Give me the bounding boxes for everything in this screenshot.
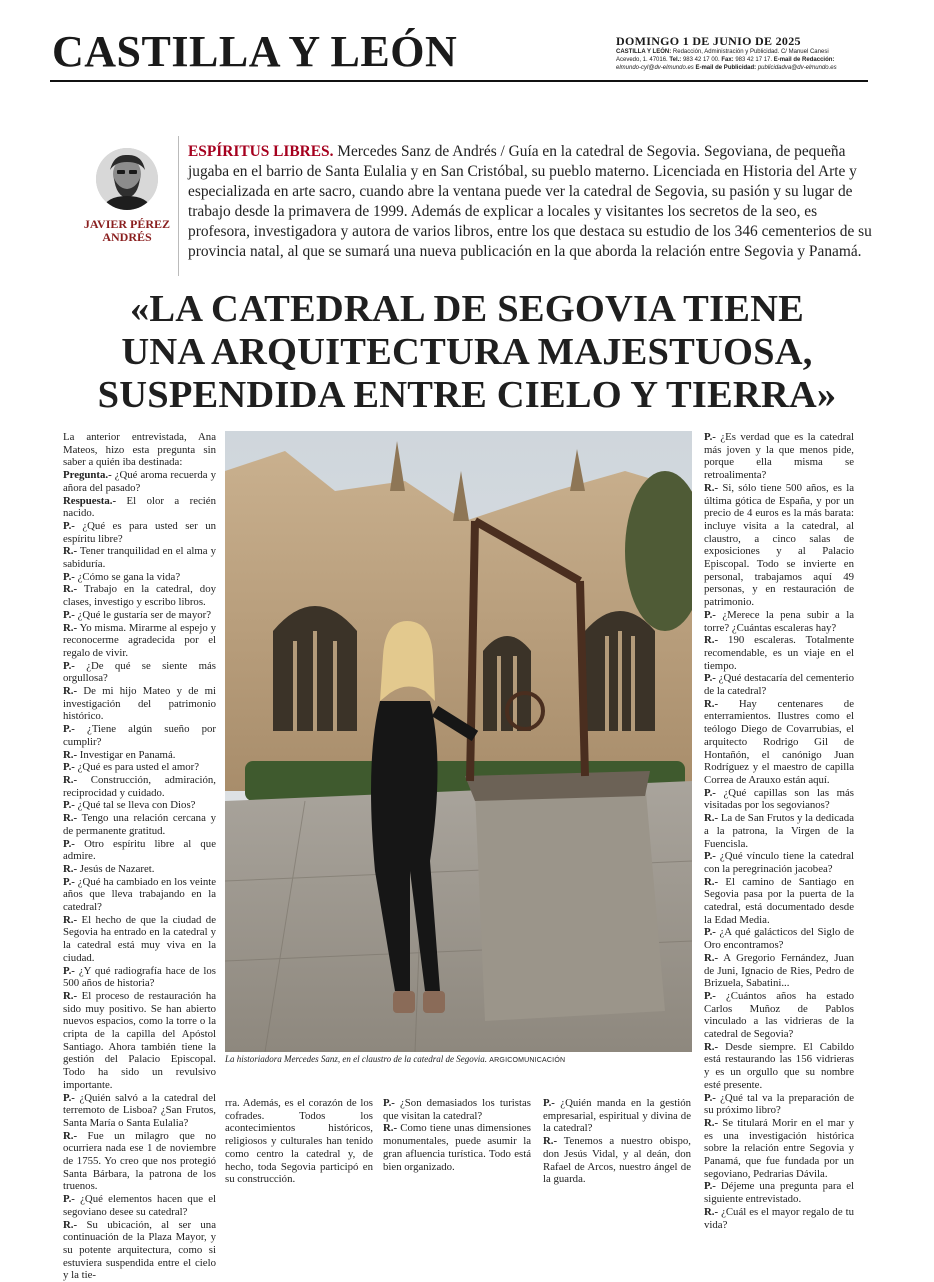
interview-text: ¿Merece la pena subir a la torre? ¿Cuántas escaleras hay? [704,608,854,634]
interview-paragraph [704,952,854,990]
interview-marker: P.- [63,1091,75,1104]
interview-text: ¿Cómo se gana la vida? [77,570,181,583]
interview-text: Jesús de Nazaret. [79,862,155,875]
interview-paragraph [704,1041,854,1092]
interview-text: El camino de Santiago en Segovia pasa por la puerta de la catedral, está documentado desde la Edad Media. [704,875,854,926]
interview-marker: R.- [63,812,78,825]
interview-text: ¿Cuántos años ha estado Carlos Muñoz de Pablos vinculado a las vidrieras de la catedral de Segovia? [704,989,854,1041]
interview-text: A Gregorio Fernández, Juan de Juni, Ignacio de Ries, Pedro de Brizuela, Sabatini... [704,951,854,990]
interview-column-bottom-1 [225,1097,373,1186]
interview-paragraph [63,749,216,762]
interview-paragraph [63,469,216,494]
interview-paragraph [63,876,216,914]
interview-text: El hecho de que la ciudad de Segovia ha entrado en la catedral y la catedral está muy viva en la ciudad. [63,913,216,964]
masthead-info [616,34,868,72]
interview-paragraph [704,609,854,634]
interview-marker: P.- [704,786,716,799]
interview-text: El proceso de restauración ha sido muy positivo. Se han abierto nuevos espacios, como la torre o la cripta de la capilla del Apóstol Santiago. Ahora también tiene la gestión del Palacio Episcopal. Todo ha sido un revulsivo importante. [63,989,217,1091]
interview-marker: P.- [63,964,75,977]
interview-paragraph [704,634,854,672]
interview-paragraph [63,799,216,812]
interview-marker: P.- [63,608,75,621]
interview-marker: R.- [704,951,719,964]
fax-value: 983 42 17 17. [735,57,773,63]
tel-label: Tel.: [669,57,682,63]
interview-marker: P.- [63,875,75,888]
interview-paragraph [704,482,854,609]
interview-text: ¿Qué capillas son las más visitadas por los segovianos? [704,786,854,812]
interview-column-bottom-2 [383,1097,531,1173]
interview-text: ¿Cuál es el mayor regalo de tu vida? [704,1205,854,1231]
interview-text: Tener tranquilidad en el alma y sabiduría. [63,545,216,571]
contact-line-2 [616,56,868,64]
contact-postal: Acevedo, 1. 47016. [616,57,668,63]
headline-line-1: «LA CATEDRAL DE SEGOVIA TIENE [129,288,805,330]
interview-marker: P.- [63,1193,75,1206]
interview-marker: P.- [383,1097,395,1109]
interview-text: ¿Qué es para usted ser un espíritu libre? [63,519,217,545]
interview-paragraph [225,1097,373,1186]
interview-text: 190 escaleras. Totalmente recomendable, es un viaje en el tiempo. [704,634,854,672]
interview-text: La anterior entrevistada, Ana Mateos, hizo esta pregunta sin saber a quién iba destinada: [63,431,216,469]
interview-text: ¿Qué vínculo tiene la catedral con la peregrinación jacobea? [704,850,854,875]
interview-marker: R.- [63,748,78,761]
interview-text: Yo misma. Mirarme al espejo y reconocerme agradecida por el regalo de vivir. [63,621,216,659]
interview-column-bottom-3 [543,1097,691,1186]
interview-text: ¿Quién manda en la gestión empresarial, espiritual y divina de la catedral? [543,1097,691,1135]
interview-paragraph [704,850,854,875]
interview-text: ¿Tiene algún sueño por cumplir? [63,723,216,748]
interview-paragraph [63,774,216,799]
contact-label: CASTILLA Y LEÓN: [616,49,672,55]
headline [60,288,874,417]
photo-credit: ARGICOMUNICACIÓN [489,1057,566,1064]
interview-marker: R.- [704,481,719,494]
intro-divider [178,136,179,276]
interview-text: Si, sólo tiene 500 años, es la última gótica de España, y por un precio de 4 euros es la más barata: incluye visita a la catedral, al claustro, a cinco salas de exposiciones y al Palacio Episcopal. Todo se invierte en personal, trabajamos aquí 49 personas, y en restauración de patrimonio. [704,481,854,609]
cathedral-cloister-photo [225,431,692,1052]
interview-marker: P.- [704,1180,716,1193]
section-kicker: ESPÍRITUS LIBRES. [188,143,334,160]
interview-marker: P.- [63,570,75,583]
interview-marker: R.- [383,1122,398,1135]
interview-paragraph [63,571,216,584]
interview-text: ¿Qué ha cambiado en los veinte años que lleva trabajando en la catedral? [63,875,217,914]
interview-marker: R.- [63,862,78,875]
interview-paragraph [63,431,216,469]
interview-marker: R.- [63,1218,78,1231]
interview-paragraph [63,520,216,545]
interview-paragraph [704,990,854,1041]
interview-marker: R.- [543,1135,558,1148]
interview-paragraph [63,545,216,570]
interview-paragraph [63,609,216,622]
interview-marker: P.- [63,761,75,774]
interview-text: rra. Además, es el corazón de los cofrades. Todos los acontecimientos históricos, religiosos y culturales han tenido como centro la catedral y, de hecho, toda Segovia participó en su construcción. [225,1097,373,1186]
interview-text: ¿Qué le gustaría ser de mayor? [77,608,212,621]
email-pub-value: publicidadva@dv-elmundo.es [757,65,837,71]
interview-text: Fue un milagro que no ocurriera nada ese 1 de noviembre de 1755. Yo creo que nos protegió Santa Bárbara, la patrona de los truenos. [63,1129,216,1193]
interview-marker: R.- [704,1040,719,1053]
interview-text: De mi hijo Mateo y de mi investigación del patrimonio histórico. [63,685,216,723]
interview-text: Su ubicación, al ser una continuación de la Plaza Mayor, y su potente arquitectura, como si estuviera suspendida entre el cielo y la tie- [63,1218,216,1282]
interview-paragraph [704,698,854,787]
interview-paragraph [704,926,854,951]
interview-column-left [63,431,216,1282]
interview-text: ¿Es verdad que es la catedral más joven y la que menos pide, porque ella misma se retroalimenta? [704,431,854,482]
interview-text: ¿Qué destacaría del cementerio de la catedral? [704,672,854,698]
interview-marker: P.- [704,672,716,685]
interview-marker: R.- [704,1116,719,1129]
interview-paragraph [704,787,854,812]
interview-text: Otro espíritu libre al que admire. [63,837,217,863]
contact-line-3 [616,64,868,72]
interview-marker: R.- [704,812,719,825]
interview-marker: P.- [63,519,75,532]
interview-marker: P.- [704,989,716,1002]
interview-marker: R.- [63,773,78,786]
interview-text: Trabajo en la catedral, doy clases, investigo y escribo libros. [63,583,216,609]
interview-marker: R.- [704,1205,719,1218]
interview-text: Tengo una relación cercana y de permanente gratitud. [63,812,216,837]
interview-paragraph [704,431,854,482]
contact-address: Redacción, Administración y Publicidad. C/ Manuel Canesi [672,49,829,55]
interview-marker: P.- [543,1097,555,1109]
interview-paragraph [63,660,216,685]
caption-text: La historiadora Mercedes Sanz, en el claustro de la catedral de Segovia. [225,1054,488,1064]
author-portrait-drawing [96,148,158,210]
intro-paragraph [188,142,874,262]
interview-paragraph [704,672,854,697]
interview-paragraph [704,876,854,927]
issue-date: DOMINGO 1 DE JUNIO DE 2025 [616,34,801,48]
email-red-value: elmundo-cyl@dv-elmundo.es [616,65,694,71]
interview-paragraph [704,812,854,850]
interview-marker: R.- [63,583,78,596]
interview-paragraph [63,1130,216,1194]
interview-paragraph [63,622,216,660]
interview-paragraph [704,1092,854,1117]
interview-paragraph [63,965,216,990]
interview-paragraph [63,583,216,608]
interview-marker: P.- [704,926,716,939]
interview-text: Déjeme una pregunta para el siguiente entrevistado. [704,1180,855,1206]
interview-paragraph [63,863,216,876]
interview-paragraph [543,1135,691,1186]
intro-text: Segoviana, de pequeña jugaba en el barrio de Santa Eulalia y en San Cristóbal, su pueblo materno. Licenciada en Historia del Arte y especializada en arte sacro, cuando abre la ventana puede ver la catedral de Segovia, su pasión y su lugar de trabajo desde la primavera de 1999. Además de explicar a locales y visitantes los secretos de la seo, es profesora, investigadora y autora de varios libros, entre los que destaca su estudio de los 346 cementerios de su provincia natal, al que se sumará una nueva publicación en la que aborda la relación entre Segovia y Panamá. [188,143,872,260]
interview-paragraph [63,495,216,520]
interview-column-right [704,431,854,1231]
interview-paragraph [63,685,216,723]
interview-paragraph [704,1117,854,1181]
interview-marker: P.- [704,608,716,621]
interview-text: ¿De qué se siente más orgullosa? [63,659,216,685]
interview-marker: R.- [63,621,78,634]
interview-marker: R.- [63,685,78,698]
interview-text: Tenemos a nuestro obispo, don Jesús Vidal, y al deán, don Rafael de Arcos, nuestro ángel de la guarda. [543,1135,691,1186]
interview-text: ¿Qué tal va la preparación de su próximo libro? [704,1091,854,1117]
interview-marker: P.- [704,850,716,863]
interview-marker: R.- [63,1129,78,1142]
interviewee: Mercedes Sanz de Andrés / Guía en la catedral de Segovia. [337,143,701,160]
interview-text: Se titulará Morir en el mar y es una investigación histórica sobre la relación entre Segovia y Panamá, que fue fundada por un segoviano, Pedrarias Dávila. [704,1116,854,1180]
interview-paragraph [63,838,216,863]
interview-paragraph [383,1097,531,1122]
section-title: CASTILLA Y LEÓN [52,27,458,76]
interview-marker: P.- [704,1091,716,1104]
author-byline: JAVIER PÉREZ ANDRÉS [83,217,171,244]
interview-marker: Respuesta.- [63,494,117,507]
interview-paragraph [704,1206,854,1231]
interview-paragraph [63,914,216,965]
interview-text: ¿Qué es para usted el amor? [77,761,200,774]
interview-marker: R.- [704,634,719,647]
interview-marker: P.- [63,837,75,850]
interview-paragraph [383,1122,531,1173]
interview-marker: P.- [704,431,716,443]
interview-marker: P.- [63,799,75,812]
interview-marker: R.- [63,913,78,926]
interview-paragraph [63,1219,216,1282]
interview-text: El olor a recién nacido. [63,494,216,520]
interview-paragraph [63,723,216,748]
interview-paragraph [63,761,216,774]
interview-marker: R.- [63,989,78,1002]
interview-paragraph [63,812,216,837]
interview-text: ¿Y qué radiografía hace de los 500 años de historia? [63,964,216,990]
interview-marker: R.- [63,545,78,558]
interview-marker: P.- [63,723,75,736]
contact-line [616,48,868,56]
interview-text: Hay centenares de enterramientos. Ilustres como el teólogo Diego de Covarrubias, el arquitecto Rodrigo Gil de Hontañón, el canónigo Juan Rodríguez y el maestro de capilla Correa de Arauxo están aquí. [704,697,855,786]
interview-paragraph [63,990,216,1092]
interview-text: Desde siempre. El Cabildo está restaurando las 156 vidrieras y es un orgullo que su nombre esté presente. [704,1040,854,1091]
interview-text: Como tiene unas dimensiones monumentales, puede asumir la gran afluencia turística. Todo está bien organizado. [383,1122,531,1173]
interview-paragraph [543,1097,691,1135]
interview-marker: P.- [63,659,75,672]
tel-value: 983 42 17 00. [682,57,720,63]
author-portrait [96,148,158,210]
interview-text: Construcción, admiración, reciprocidad y cuidado. [63,773,216,799]
fax-label: Fax: [721,57,734,63]
interview-marker: R.- [704,875,719,888]
interview-paragraph [704,1180,854,1205]
interview-paragraph [63,1092,216,1130]
interview-text: ¿Qué tal se lleva con Dios? [77,799,196,812]
interview-text: La de San Frutos y la dedicada a la patrona, la Virgen de la Fuencisla. [704,812,855,850]
interview-text: ¿Quién salvó a la catedral del terremoto de Lisboa? ¿San Frutos, Santa María o Santa Eulalia? [63,1091,216,1129]
headline-line-3: SUSPENDIDA ENTRE CIELO Y TIERRA» [97,374,837,416]
photo-illustration [225,431,692,1052]
headline-line-2: UNA ARQUITECTURA MAJESTUOSA, [121,331,813,373]
interview-text: ¿Qué aroma recuerda y añora del pasado? [63,469,216,494]
interview-marker: Pregunta.- [63,469,112,482]
photo-caption [225,1054,695,1066]
interview-text: ¿Qué elementos hacen que el segoviano desee su catedral? [63,1193,217,1218]
masthead-rule [50,80,868,82]
interview-paragraph [63,1193,216,1218]
interview-text: Investigar en Panamá. [79,748,176,761]
email-pub-label: E-mail de Publicidad: [695,65,757,71]
email-red-label: E-mail de Redacción: [773,57,835,63]
interview-text: ¿A qué galácticos del Siglo de Oro encontramos? [704,926,854,952]
interview-text: ¿Son demasiados los turistas que visitan la catedral? [383,1097,532,1122]
interview-marker: R.- [704,697,719,710]
